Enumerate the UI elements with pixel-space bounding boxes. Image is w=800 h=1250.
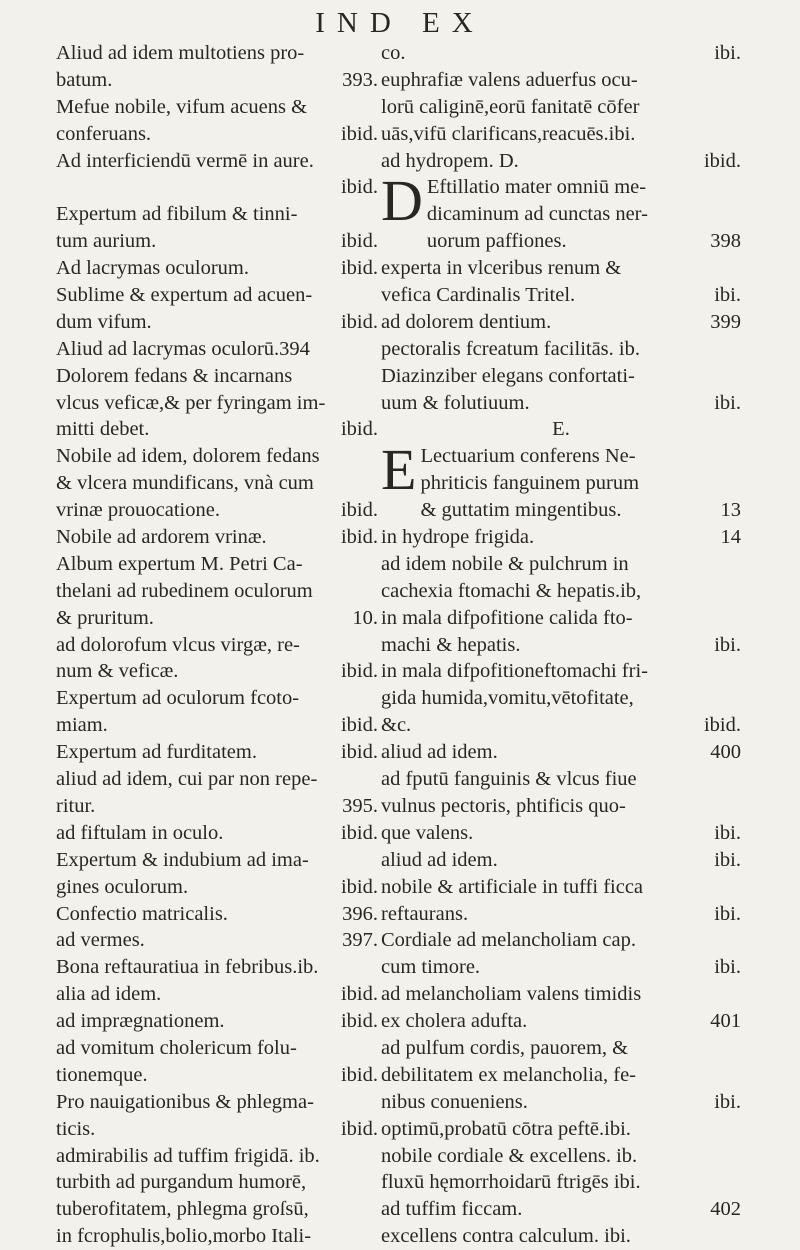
index-line [56, 148, 378, 175]
entry-text: Ad interficiendū vermē in aure. [56, 149, 314, 172]
index-line [381, 40, 741, 67]
index-line [381, 632, 741, 659]
index-line [56, 874, 378, 901]
index-line [56, 1169, 378, 1196]
index-line [381, 1116, 741, 1143]
entry-text: tionemque. [56, 1063, 148, 1086]
entry-text: E. [552, 418, 570, 441]
entry-text: in mala difpofitioneftomachi fri- [381, 660, 648, 683]
index-line [381, 793, 741, 820]
entry-text: ad melancholiam valens timidis [381, 983, 642, 1006]
entry-text: gida humida,vomitu,vētofitate, [381, 687, 634, 710]
entry-page-ref: ibi. [714, 284, 741, 307]
entry-page-ref: 401 [710, 1010, 741, 1033]
index-line [56, 981, 378, 1008]
entry-text: tuberofitatem, phlegma groſsū, [56, 1198, 309, 1221]
index-line [56, 94, 378, 121]
index-line [381, 551, 741, 578]
entry-text: euphrafiæ valens aduerfus ocu- [381, 68, 638, 91]
entry-page-ref: ibid. [340, 526, 378, 549]
entry-text: que valens. [381, 821, 474, 844]
entry-text: Aliud ad lacrymas oculorū.394 [56, 337, 310, 360]
entry-text: & vlcera mundificans, vnà cum [56, 472, 314, 495]
entry-page-ref: ibid. [340, 821, 378, 844]
entry-text: lorū caliginē,eorū fanitatē cōfer [381, 95, 640, 118]
index-line [56, 739, 378, 766]
entry-text: co. [381, 42, 406, 64]
entry-text: ad pulfum cordis, pauorem, & [381, 1036, 629, 1059]
index-line [56, 228, 378, 255]
index-line [56, 658, 378, 685]
entry-text: vefica Cardinalis Tritel. [381, 284, 576, 307]
entry-text: Pro nauigationibus & phlegma- [56, 1090, 314, 1113]
entry-page-ref: 14 [720, 526, 741, 549]
entry-text: alia ad idem. [56, 983, 162, 1006]
index-line [56, 336, 378, 363]
entry-text: Dolorem fedans & incarnans [56, 364, 293, 387]
index-line [56, 1008, 378, 1035]
index-line [56, 954, 378, 981]
entry-page-ref: ibid. [703, 149, 741, 172]
index-line [381, 1035, 741, 1062]
index-line [56, 578, 378, 605]
entry-page-ref: ibid. [340, 983, 378, 1006]
entry-page-ref: 395. [342, 794, 378, 817]
entry-page-ref: ibid. [340, 660, 378, 683]
index-line [56, 255, 378, 282]
index-line [56, 1035, 378, 1062]
entry-page-ref: ibid. [340, 875, 378, 898]
index-line [56, 363, 378, 390]
entry-page-ref: 399 [710, 310, 741, 333]
entry-text: vulnus pectoris, phtificis quo- [381, 794, 626, 817]
entry-text: ritur. [56, 794, 96, 817]
index-line [56, 201, 378, 228]
index-line [381, 739, 741, 766]
entry-page-ref: 398 [710, 230, 741, 253]
index-line [381, 228, 741, 255]
index-line [381, 1223, 741, 1250]
index-line [56, 174, 378, 201]
entry-page-ref: ibid. [703, 714, 741, 737]
entry-text: vlcus veficæ,& per fyringam im- [56, 391, 326, 414]
entry-text: nobile & artificiale in tuffi ficca [381, 875, 644, 898]
index-line [56, 1089, 378, 1116]
index-line [381, 148, 741, 175]
entry-text: & guttatim mingentibus. [420, 499, 622, 522]
index-line [56, 309, 378, 336]
entry-page-ref: ibi. [714, 1090, 741, 1113]
entry-text: &c. [381, 714, 412, 737]
index-line [381, 981, 741, 1008]
entry-text: miam. [56, 714, 108, 737]
entry-text: Expertum ad fibilum & tinni- [56, 203, 298, 226]
entry-text: Eftillatio mater omniū me- [426, 176, 647, 199]
entry-text: in hydrope frigida. [381, 526, 535, 549]
index-line [381, 282, 741, 309]
entry-text: Expertum ad oculorum fcoto- [56, 687, 300, 710]
entry-text: vrinæ prouocatione. [56, 499, 220, 522]
index-line [56, 1062, 378, 1089]
entry-text: uorum paffiones. [426, 230, 567, 253]
entry-text: ad vermes. [56, 929, 145, 952]
right-column [381, 40, 741, 1250]
index-line [381, 524, 741, 551]
entry-page-ref: 13 [720, 499, 741, 522]
index-line [381, 954, 741, 981]
entry-text: in fcrophulis,bolio,morbo Itali- [56, 1225, 312, 1248]
entry-text: ad imprægnationem. [56, 1010, 225, 1033]
entry-text: cum timore. [381, 956, 481, 979]
entry-text: uās,vifū clarificans,reacuēs.ibi. [381, 122, 636, 145]
entry-page-ref: ibi. [714, 633, 741, 656]
index-line [381, 497, 741, 524]
entry-page-ref: ibid. [340, 714, 378, 737]
entry-text: ad vomitum cholericum folu- [56, 1036, 297, 1059]
entry-text: fluxū hęmorrhoidarū ftrigēs ibi. [381, 1171, 641, 1194]
entry-text: Cordiale ad melancholiam cap. [381, 929, 637, 952]
entry-text: ad hydropem. D. [381, 149, 519, 172]
index-line [56, 1116, 378, 1143]
index-line [381, 336, 741, 363]
index-line [56, 40, 378, 67]
entry-text: admirabilis ad tuffim frigidā. ib. [56, 1144, 320, 1167]
entry-text: gines oculorum. [56, 875, 189, 898]
entry-text: Bona reftauratiua in febribus.ib. [56, 956, 319, 979]
index-line [381, 67, 741, 94]
index-line [381, 363, 741, 390]
entry-text: pectoralis fcreatum facilitās. ib. [381, 337, 640, 360]
index-line [56, 820, 378, 847]
index-line [381, 201, 741, 228]
entry-text: Nobile ad ardorem vrinæ. [56, 526, 267, 549]
entry-text: ad dolorem dentium. [381, 310, 552, 333]
index-line [381, 874, 741, 901]
index-line [56, 1223, 378, 1250]
index-line [381, 847, 741, 874]
entry-text: Nobile ad idem, dolorem fedans [56, 445, 320, 468]
entry-text: ad dolorofum vlcus virgæ, re- [56, 633, 300, 656]
entry-text: ex cholera adufta. [381, 1010, 528, 1033]
index-line [56, 712, 378, 739]
entry-page-ref: ibid. [340, 1117, 378, 1140]
entry-text: excellens contra calculum. ibi. [381, 1225, 631, 1248]
index-line [56, 1196, 378, 1223]
index-line [56, 927, 378, 954]
index-line [381, 1143, 741, 1170]
entry-text: phriticis fanguinem purum [420, 472, 640, 495]
drop-cap: D [381, 168, 423, 234]
entry-text: Aliud ad idem multotiens pro- [56, 42, 305, 64]
entry-text: ad tuffim ficcam. [381, 1198, 523, 1221]
entry-text: experta in vlceribus renum & [381, 257, 622, 280]
entry-text: nobile cordiale & excellens. ib. [381, 1144, 638, 1167]
entry-text: Expertum ad furditatem. [56, 741, 257, 764]
entry-page-ref: ibid. [340, 1010, 378, 1033]
entry-text: aliud ad idem, cui par non repe- [56, 768, 318, 791]
entry-text: uum & folutiuum. [381, 391, 530, 414]
index-line [381, 685, 741, 712]
entry-text: machi & hepatis. [381, 633, 521, 656]
index-line [56, 121, 378, 148]
index-line [56, 551, 378, 578]
entry-text: dicaminum ad cunctas ner- [426, 203, 648, 226]
index-line [381, 605, 741, 632]
index-line [56, 282, 378, 309]
entry-page-ref: ibid. [340, 176, 378, 199]
entry-page-ref: ibi. [714, 956, 741, 979]
index-line [381, 658, 741, 685]
entry-text: Album expertum M. Petri Ca- [56, 552, 303, 575]
entry-text: ticis. [56, 1117, 96, 1140]
index-line [56, 632, 378, 659]
entry-text: Lectuarium conferens Ne- [420, 445, 636, 468]
entry-text: dum vifum. [56, 310, 152, 333]
left-column [56, 40, 378, 1250]
entry-page-ref: ibi. [714, 391, 741, 414]
index-line [56, 901, 378, 928]
index-line [381, 309, 741, 336]
entry-text: Ad lacrymas oculorum. [56, 257, 249, 280]
index-line [56, 497, 378, 524]
index-line [381, 121, 741, 148]
entry-text: aliud ad idem. [381, 848, 498, 871]
entry-text: ad fputū fanguinis & vlcus fiue [381, 768, 637, 791]
entry-page-ref: ibid. [340, 499, 378, 522]
index-line [56, 443, 378, 470]
index-line [381, 390, 741, 417]
index-line [381, 470, 741, 497]
entry-page-ref: 396. [342, 902, 378, 925]
entry-text: batum. [56, 68, 113, 91]
drop-cap: E [381, 437, 417, 503]
index-line [381, 255, 741, 282]
index-line [56, 390, 378, 417]
entry-text: Confectio matricalis. [56, 902, 228, 925]
entry-page-ref: 10. [352, 606, 378, 629]
index-line [56, 1143, 378, 1170]
entry-text: Sublime & expertum ad acuen- [56, 284, 313, 307]
entry-page-ref: ibi. [714, 848, 741, 871]
index-line [381, 578, 741, 605]
entry-text: conferuans. [56, 122, 152, 145]
index-line [56, 470, 378, 497]
entry-text: debilitatem ex melancholia, fe- [381, 1063, 636, 1086]
entry-page-ref: 393. [342, 68, 378, 91]
entry-text: mitti debet. [56, 418, 150, 441]
index-line [381, 1062, 741, 1089]
index-line [381, 1196, 741, 1223]
entry-page-ref: 397. [342, 929, 378, 952]
entry-page-ref: ibid. [340, 741, 378, 764]
entry-page-ref: ibid. [340, 1063, 378, 1086]
entry-text: ad fiftulam in oculo. [56, 821, 224, 844]
entry-text: tum aurium. [56, 230, 157, 253]
entry-page-ref: ibid. [340, 122, 378, 145]
index-line [56, 847, 378, 874]
entry-page-ref: 400 [710, 741, 741, 764]
index-line [56, 766, 378, 793]
entry-page-ref: ibi. [714, 42, 741, 64]
entry-text: reftaurans. [381, 902, 469, 925]
index-line [56, 685, 378, 712]
index-line [381, 94, 741, 121]
index-line [381, 1169, 741, 1196]
entry-text: num & veficæ. [56, 660, 179, 683]
entry-text: Expertum & indubium ad ima- [56, 848, 309, 871]
index-line [381, 927, 741, 954]
index-line [381, 766, 741, 793]
entry-text: ad idem nobile & pulchrum in [381, 552, 629, 575]
entry-text: & pruritum. [56, 606, 154, 629]
entry-text: optimū,probatū cōtra peftē.ibi. [381, 1117, 631, 1140]
index-line [56, 67, 378, 94]
entry-page-ref: ibid. [340, 257, 378, 280]
index-line [56, 793, 378, 820]
entry-page-ref: ibi. [714, 821, 741, 844]
page-header: IND EX [315, 7, 485, 39]
entry-text: aliud ad idem. [381, 741, 498, 764]
index-line [381, 1008, 741, 1035]
entry-page-ref: ibid. [340, 418, 378, 441]
entry-text: nibus conueniens. [381, 1090, 528, 1113]
entry-page-ref: 402 [710, 1198, 741, 1221]
entry-text: in mala difpofitione calida fto- [381, 606, 633, 629]
entry-text: Diazinziber elegans confortati- [381, 364, 635, 387]
index-line [56, 416, 378, 443]
entry-page-ref: ibid. [340, 230, 378, 253]
entry-text: Mefue nobile, vifum acuens & [56, 95, 308, 118]
entry-text: cachexia ftomachi & hepatis.ib, [381, 579, 642, 602]
index-line [381, 901, 741, 928]
index-line [381, 1089, 741, 1116]
index-line [381, 820, 741, 847]
entry-text: thelani ad rubedinem oculorum [56, 579, 313, 602]
entry-page-ref: ibid. [340, 310, 378, 333]
index-line [56, 524, 378, 551]
index-line [381, 712, 741, 739]
entry-text: turbith ad purgandum humorē, [56, 1171, 307, 1194]
entry-page-ref: ibi. [714, 902, 741, 925]
index-line [56, 605, 378, 632]
index-line [381, 416, 741, 443]
